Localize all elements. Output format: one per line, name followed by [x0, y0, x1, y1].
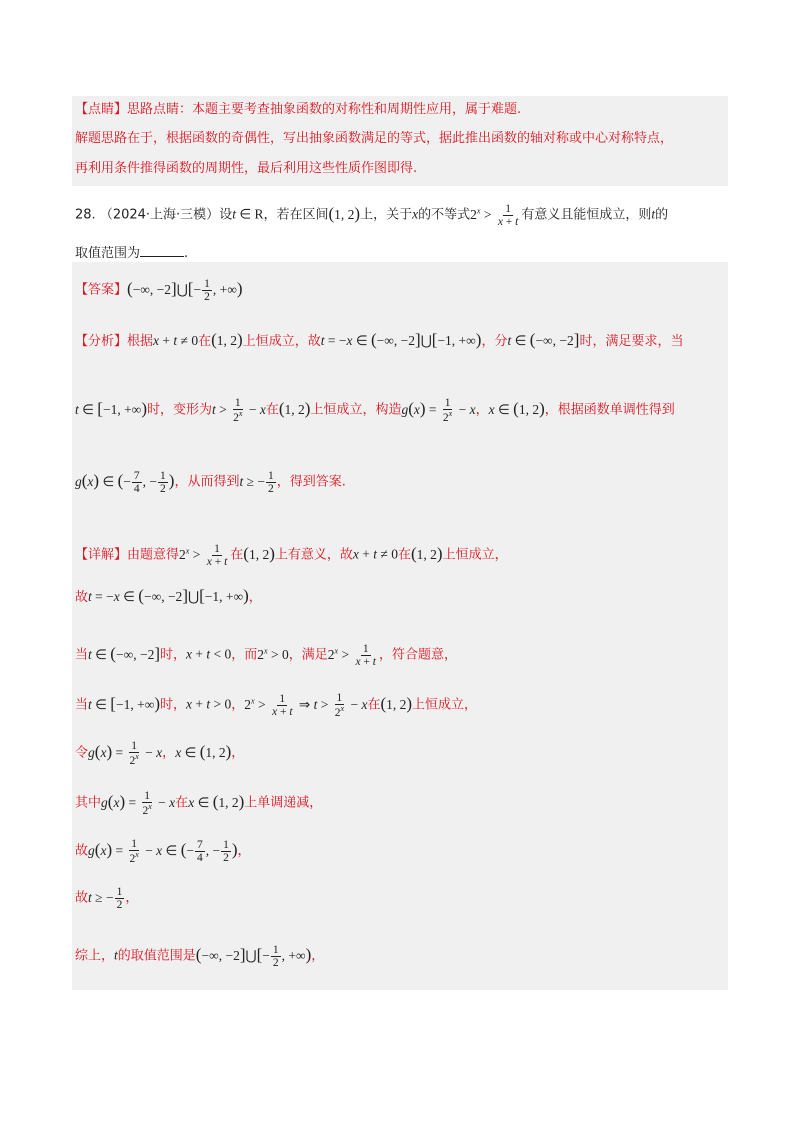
detail-line-4: 当t ∈ [−1, +∞)时，x + t > 0，$2^x$ > $\frac{1}{x + t}$ ⇒ t > $\frac{1}{2^x}$ − x在(1, 2)上恒成立， [75, 691, 478, 719]
detail-line-7: 故g(x) = $\frac{1}{2^x}$ − x ∈ (− $\frac{7}{4}$ , − $\frac{1}{2}$ )， [75, 838, 251, 865]
detail-line-8: 故t ≥ − $\frac{1}{2}$ ， [75, 886, 139, 912]
key-point-line-3: 再利用条件推得函数的周期性，最后利用这些性质作图即得. [75, 161, 418, 176]
answer-line [75, 278, 243, 303]
key-point-line-1: 【点睛】思路点睛：本题主要考查抽象函数的对称性和周期性应用，属于难题. [75, 102, 522, 117]
detail-line-5: 令g(x) = $\frac{1}{2^x}$ − x，x ∈ (1, 2)， [75, 740, 245, 767]
detail-tag: 【详解】 [75, 547, 128, 563]
problem-number: 28. [75, 207, 96, 223]
problem-source: （2024·上海·三模） [99, 207, 220, 223]
problem-statement-line-2: 取值范围为 . [75, 246, 189, 261]
answer-blank [140, 244, 184, 257]
math-t-in-R: t ∈ R [232, 206, 264, 222]
analysis-line-3: g(x) ∈ (− $\frac{7}{4}$ , − $\frac{1}{2}$ )，从而得到t ≥ − $\frac{1}{2}$ ，得到答案. [75, 470, 346, 496]
detail-line-6: 其中g(x) = $\frac{1}{2^x}$ − x在x ∈ (1, 2)上单调递减， [75, 790, 323, 817]
problem-statement: 28. （2024·上海·三模）设t ∈ R，若在区间(1, 2)上，关于x的不等式$2^x$ > $\frac{1}{x + t}$ 有意义且能恒成立，则t的 [75, 202, 669, 228]
detail-line-9: 综上，t的取值范围是(−∞, −2]⋃[− $\frac{1}{2}$ , +∞)， [75, 944, 325, 970]
analysis-line-1: 【分析】根据x + t ≠ 0在(1, 2)上恒成立，故t = −x ∈ (−∞, −2]⋃[−1, +∞)，分t ∈ (−∞, −2]时，满足要求，当 [75, 330, 684, 349]
analysis-line-2: t ∈ [−1, +∞)时，变形为t > $\frac{1}{2^x}$ − x在(1, 2)上恒成立，构造g(x) = $\frac{1}{2^x}$ − x，x ∈ (1, 2)，根据函数单调性得到 [75, 397, 675, 424]
solution-box [72, 262, 728, 990]
key-point-line-2: 解题思路在于，根据函数的奇偶性，写出抽象函数满足的等式，据此推出函数的轴对称或中心对称特点， [75, 131, 674, 146]
math-answer-range: (−∞, −2]⋃[− $\frac{1}{2}$ , +∞) [127, 278, 243, 304]
answer-tag: 【答案】 [75, 282, 128, 298]
analysis-tag: 【分析】 [75, 334, 128, 349]
detail-line-3: 当t ∈ (−∞, −2]时，x + t < 0，而$2^x > 0$，满足$2^x$ > $\frac{1}{x + t}$ ，符合题意， [75, 642, 458, 668]
math-inequality: $2^x$ > $\frac{1}{x + t}$ [470, 202, 519, 228]
key-point-tag: 【点睛】 [75, 102, 128, 117]
detail-line-2: 故t = −x ∈ (−∞, −2]⋃[−1, +∞)， [75, 586, 262, 605]
detail-line-1: 【详解】由题意得$2^x$ > $\frac{1}{x + t}$ 在(1, 2)上有意义，故x + t ≠ 0在(1, 2)上恒成立， [75, 542, 508, 568]
